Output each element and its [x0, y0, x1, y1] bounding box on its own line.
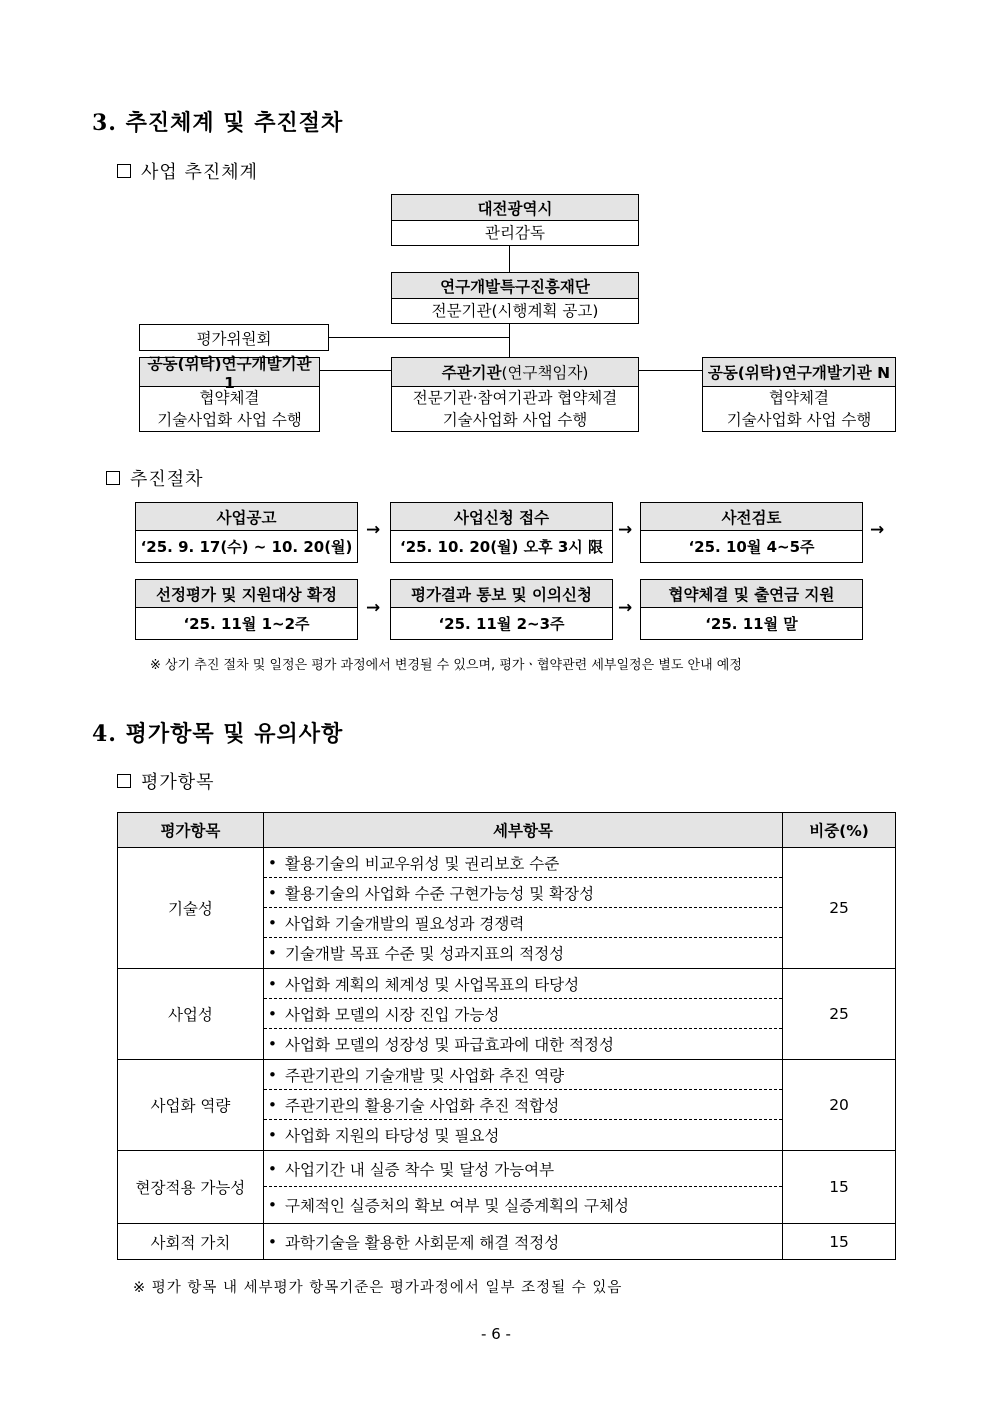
connector-line	[509, 324, 510, 358]
weight-cell: 25	[783, 969, 896, 1060]
section3-title: 3. 추진체계 및 추진절차	[92, 110, 344, 136]
bullet-icon: •	[267, 1004, 277, 1023]
items-cell	[263, 1224, 782, 1260]
bullet-icon: •	[267, 944, 277, 962]
list-item	[264, 1187, 782, 1223]
process-step	[135, 579, 358, 640]
item-text: 주관기관의 기술개발 및 사업화 추진 역량	[284, 1066, 565, 1085]
step-title: 선정평가 및 지원대상 확정	[136, 580, 357, 608]
bullet-icon: •	[267, 913, 277, 932]
arrow-right-icon: →	[870, 520, 885, 540]
process-step	[390, 502, 613, 563]
page-number: - 6 -	[481, 1325, 511, 1343]
bullet-icon: •	[267, 1126, 277, 1144]
item-text: 사업화 기술개발의 필요성과 경쟁력	[284, 914, 525, 933]
connector-line	[509, 246, 510, 272]
header-weight: 비중(%)	[783, 813, 896, 848]
table-row	[118, 1060, 896, 1151]
org-box-partner-1	[139, 357, 320, 432]
item-text: 구체적인 실증처의 확보 여부 및 실증계획의 구체성	[284, 1197, 629, 1215]
bullet-icon: •	[267, 1095, 277, 1114]
org-role: 협약체결	[199, 389, 260, 407]
process-step	[135, 502, 358, 563]
structure-heading-label: 사업 추진체계	[141, 162, 259, 183]
org-box-daejeon	[391, 194, 639, 246]
arrow-right-icon: →	[366, 598, 381, 618]
org-name: 연구개발특구진흥재단	[392, 273, 638, 299]
bullet-icon: •	[267, 1065, 277, 1084]
step-title: 협약체결 및 출연금 지원	[641, 580, 862, 608]
arrow-right-icon: →	[618, 598, 633, 618]
section4-title: 4. 평가항목 및 유의사항	[92, 721, 344, 747]
step-date: ‘25. 10월 4~5주	[688, 538, 815, 556]
weight-cell: 15	[783, 1151, 896, 1224]
list-item	[264, 969, 782, 999]
org-box-lead	[391, 357, 639, 432]
item-text: 사업화 모델의 시장 진입 가능성	[284, 1005, 500, 1024]
arrow-right-icon: →	[366, 520, 381, 540]
items-cell	[263, 1060, 782, 1151]
arrow-right-icon: →	[618, 520, 633, 540]
item-text: 과학기술을 활용한 사회문제 해결 적정성	[284, 1233, 560, 1252]
item-text: 활용기술의 비교우위성 및 권리보호 수준	[284, 854, 560, 873]
bullet-icon: •	[267, 1159, 277, 1178]
item-text: 사업화 계획의 체계성 및 사업목표의 타당성	[284, 975, 580, 994]
org-name: 대전광역시	[392, 195, 638, 221]
list-item	[264, 1120, 782, 1150]
item-text: 주관기관의 활용기술 사업화 추진 적합성	[284, 1096, 560, 1115]
list-item	[264, 908, 782, 938]
step-date: ‘25. 11월 1~2주	[183, 615, 310, 633]
bullet-icon: •	[267, 1232, 277, 1251]
org-name: 공동(위탁)연구개발기관 N	[703, 358, 895, 387]
list-item	[264, 1029, 782, 1059]
checkbox-square-icon	[106, 471, 120, 485]
org-role: 기술사업화 사업 수행	[726, 411, 872, 429]
process-heading-label: 추진절차	[130, 469, 204, 490]
header-category: 평가항목	[118, 813, 264, 848]
item-text: 사업기간 내 실증 착수 및 달성 가능여부	[284, 1160, 555, 1179]
org-box-committee	[139, 324, 329, 351]
table-row	[118, 848, 896, 969]
committee-label: 평가위원회	[196, 329, 272, 348]
list-item	[264, 1060, 782, 1090]
checkbox-square-icon	[117, 774, 131, 788]
table-row	[118, 1224, 896, 1260]
lead-name-bold: 주관기관	[441, 364, 502, 382]
list-item	[264, 878, 782, 908]
list-item	[264, 1224, 782, 1259]
bullet-icon: •	[267, 1196, 277, 1214]
list-item	[264, 1151, 782, 1187]
lead-name-rest: (연구책임자)	[501, 364, 589, 382]
step-date: ‘25. 9. 17(수) ~ 10. 20(월)	[140, 538, 353, 556]
category-cell: 사회적 가치	[118, 1224, 264, 1260]
eval-note: ※ 평가 항목 내 세부평가 항목기준은 평가과정에서 일부 조정될 수 있음	[133, 1280, 623, 1296]
weight-cell: 25	[783, 848, 896, 969]
list-item	[264, 938, 782, 968]
category-cell: 사업화 역량	[118, 1060, 264, 1151]
org-role: 전문기관(시행계획 공고)	[431, 302, 599, 320]
structure-heading	[117, 158, 258, 184]
list-item	[264, 1090, 782, 1120]
process-note: ※ 상기 추진 절차 및 일정은 평가 과정에서 변경될 수 있으며, 평가ㆍ협약관련 세부일정은 별도 안내 예정	[150, 658, 742, 673]
eval-heading	[117, 768, 215, 794]
table-row	[118, 969, 896, 1060]
checkbox-square-icon	[117, 164, 131, 178]
bullet-icon: •	[267, 1035, 277, 1053]
list-item	[264, 999, 782, 1029]
org-role: 기술사업화 사업 수행	[442, 411, 588, 429]
org-role: 전문기관·참여기관과 협약체결	[412, 389, 618, 407]
item-text: 사업화 지원의 타당성 및 필요성	[284, 1127, 500, 1145]
process-step	[390, 579, 613, 640]
org-name: 공동(위탁)연구개발기관 1	[140, 358, 319, 387]
header-details: 세부항목	[263, 813, 782, 848]
category-cell: 기술성	[118, 848, 264, 969]
items-cell	[263, 1151, 782, 1224]
step-date: ‘25. 11월 2~3주	[438, 615, 565, 633]
step-date: ‘25. 10. 20(월) 오후 3시 限	[400, 538, 603, 556]
process-step	[640, 579, 863, 640]
weight-cell: 15	[783, 1224, 896, 1260]
connector-line	[328, 337, 509, 338]
item-text: 기술개발 목표 수준 및 성과지표의 적정성	[284, 945, 565, 963]
list-item	[264, 848, 782, 878]
evaluation-table	[117, 812, 896, 1260]
org-name	[392, 358, 638, 387]
items-cell	[263, 969, 782, 1060]
connector-line	[638, 370, 702, 371]
eval-heading-label: 평가항목	[141, 772, 215, 793]
step-title: 사전검토	[641, 503, 862, 531]
category-cell: 현장적용 가능성	[118, 1151, 264, 1224]
items-cell	[263, 848, 782, 969]
org-box-partner-n	[702, 357, 896, 432]
category-cell: 사업성	[118, 969, 264, 1060]
step-title: 사업공고	[136, 503, 357, 531]
org-box-foundation	[391, 272, 639, 324]
connector-line	[319, 370, 391, 371]
org-role: 협약체결	[769, 389, 829, 407]
step-date: ‘25. 11월 말	[705, 615, 798, 633]
bullet-icon: •	[267, 974, 277, 993]
process-heading	[106, 465, 204, 491]
org-role: 관리감독	[485, 224, 545, 242]
bullet-icon: •	[267, 883, 277, 902]
step-title: 평가결과 통보 및 이의신청	[391, 580, 612, 608]
table-header-row	[118, 813, 896, 848]
org-role: 기술사업화 사업 수행	[157, 411, 302, 429]
weight-cell: 20	[783, 1060, 896, 1151]
bullet-icon: •	[267, 853, 277, 872]
process-step	[640, 502, 863, 563]
table-row	[118, 1151, 896, 1224]
item-text: 활용기술의 사업화 수준 구현가능성 및 확장성	[284, 884, 595, 903]
step-title: 사업신청 접수	[391, 503, 612, 531]
item-text: 사업화 모델의 성장성 및 파급효과에 대한 적정성	[284, 1036, 614, 1054]
